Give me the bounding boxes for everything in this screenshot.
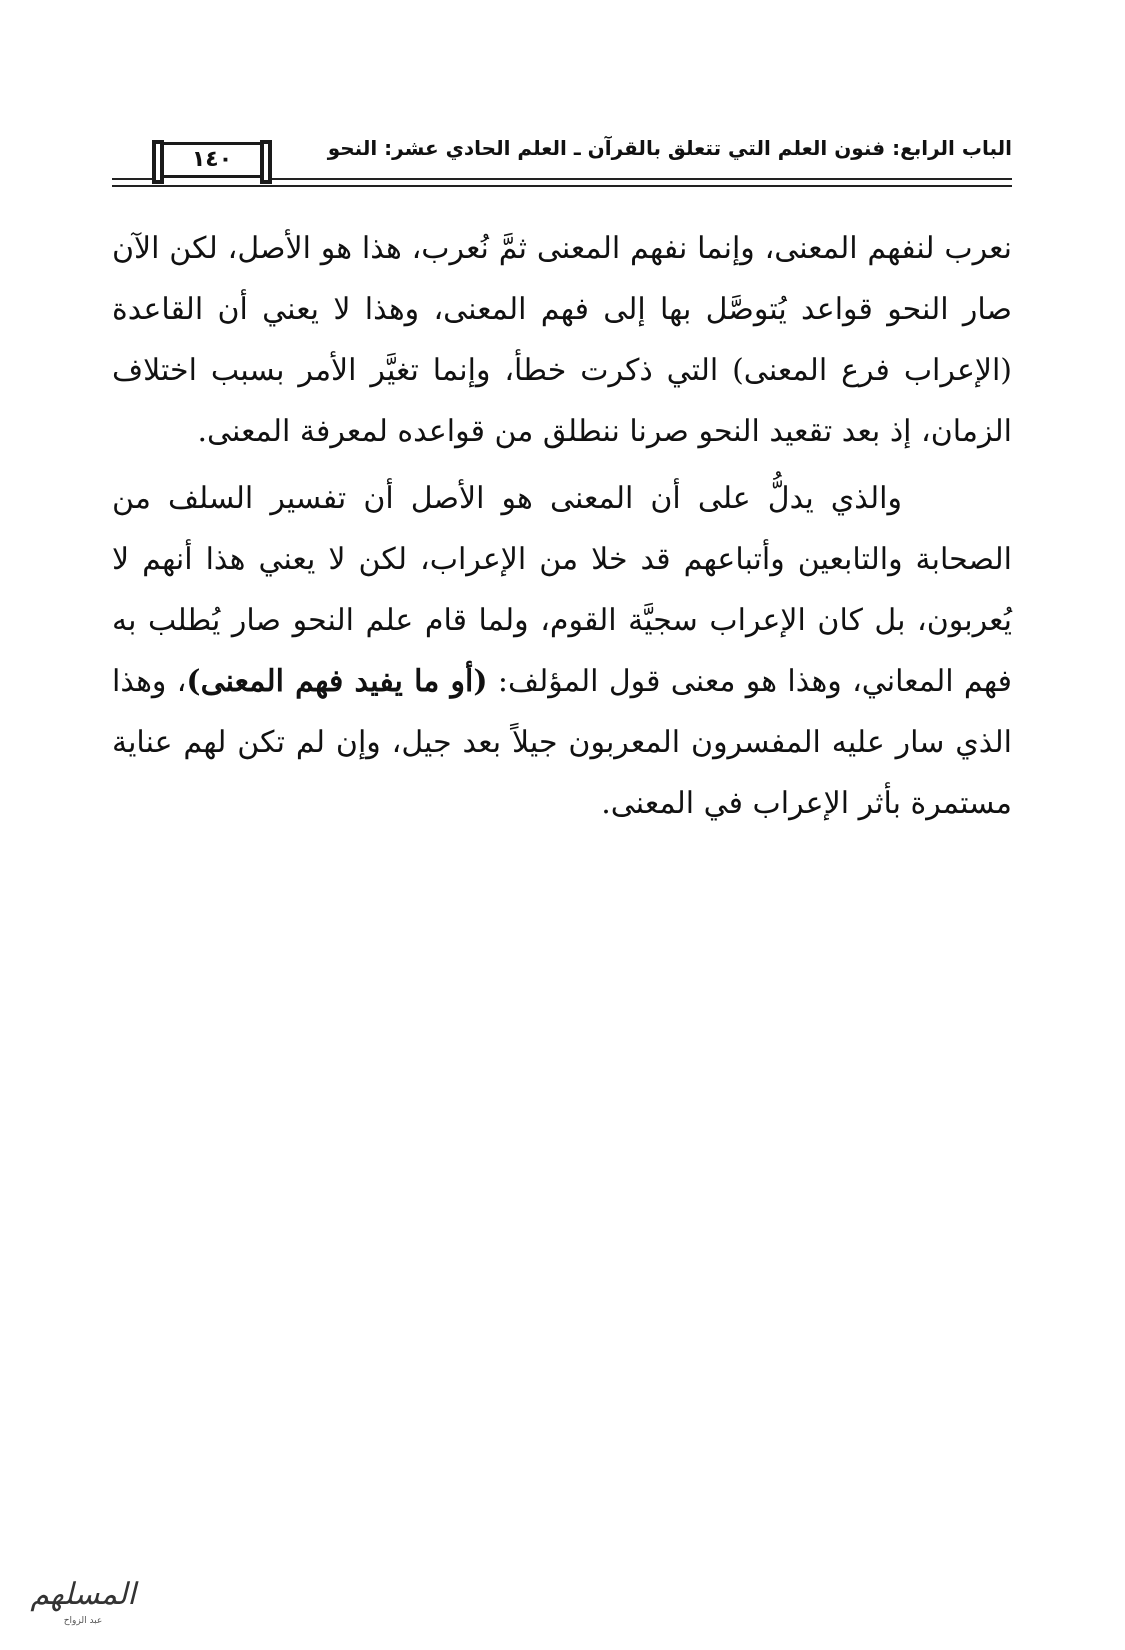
paragraph-2-end: ، وهذا الذي سار عليه المفسرون المعربون جيلاً بعد جيل، وإن لم تكن لهم عناية مستمرة بأثر الإعراب في المعنى.	[112, 664, 1012, 821]
header-title: الباب الرابع: فنون العلم التي تتعلق بالقرآن ـ العلم الحادي عشر: النحو	[327, 136, 1012, 160]
publisher-logo-main: المسلهم	[30, 1577, 136, 1612]
page-number-box	[152, 140, 272, 184]
page-number-tail-line	[114, 185, 152, 187]
publisher-logo	[18, 1575, 148, 1635]
paragraph-2-start: والذي يدلُّ على أن المعنى هو الأصل أن تفسير السلف من الصحابة والتابعين وأتباعهم قد خلا من الإعراب، لكن لا يعني هذا أنهم لا يُعربون، بل كان الإعراب سجيَّة القوم، ولما قام علم النحو صار يُطلب به فهم المعاني، وهذا هو معنى قول المؤلف:	[112, 481, 1013, 699]
publisher-logo-sub: عبد الزواح	[63, 1616, 103, 1626]
page-number: ١٤٠	[164, 142, 260, 178]
header-rule-bottom	[112, 185, 1012, 187]
paragraph-2	[112, 468, 1012, 834]
page-number-pillar-left	[152, 140, 164, 184]
author-quote: (أو ما يفيد فهم المعنى)	[186, 664, 488, 699]
body-text	[112, 218, 1012, 834]
page-number-tail-line	[114, 178, 152, 180]
paragraph-1: نعرب لنفهم المعنى، وإنما نفهم المعنى ثمَّ نُعرب، هذا هو الأصل، لكن الآن صار النحو قواعد يُتوصَّل بها إلى فهم المعنى، وهذا لا يعني أن القاعدة (الإعراب فرع المعنى) التي ذكرت خطأ، وإنما تغيَّر الأمر بسبب اختلاف الزمان، إذ بعد تقعيد النحو صرنا ننطلق من قواعده لمعرفة المعنى.	[112, 231, 1012, 449]
page-header	[112, 128, 1012, 198]
page-number-pillar-right	[260, 140, 272, 184]
